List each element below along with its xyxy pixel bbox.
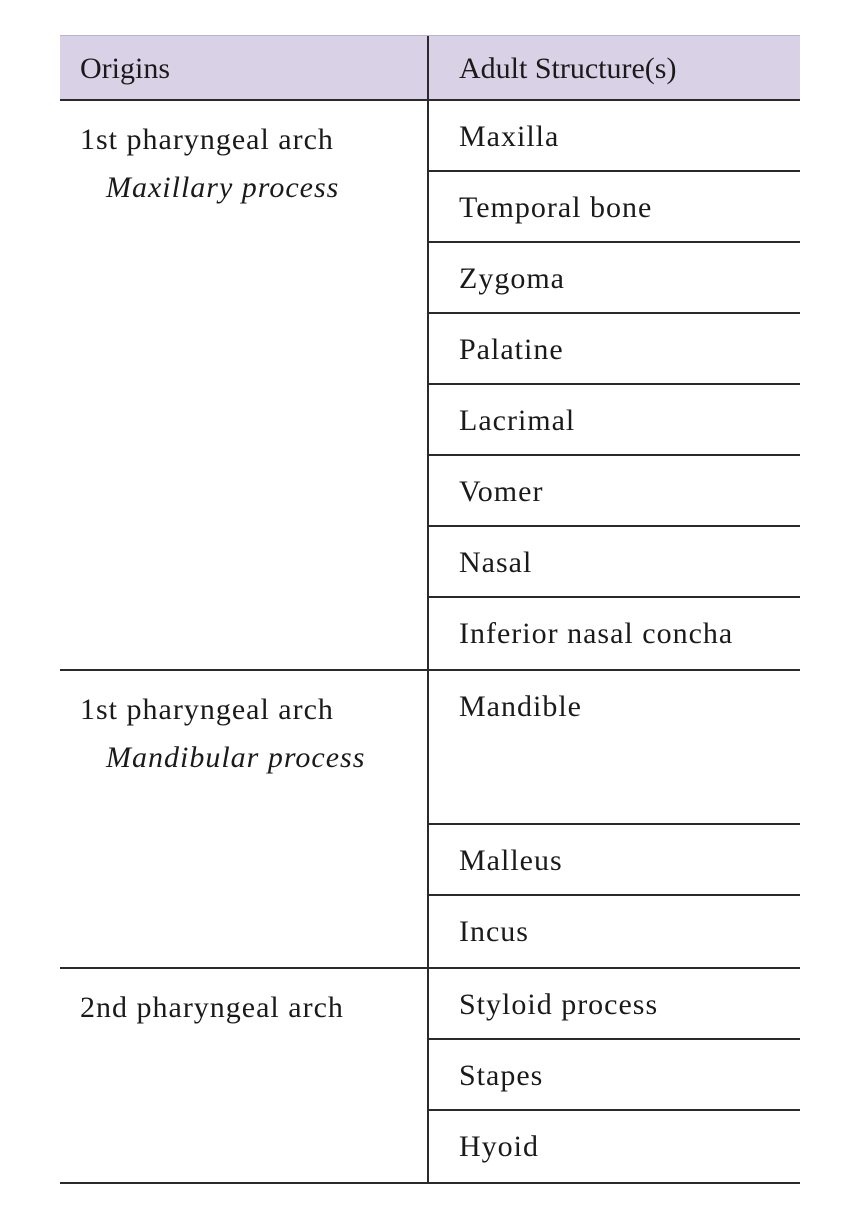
origin-arch: 2nd pharyngeal arch xyxy=(80,991,344,1024)
table-group-mandibular xyxy=(60,671,800,969)
origin-cell xyxy=(60,671,429,967)
origin-cell xyxy=(60,969,429,1182)
origin-process: Mandibular process xyxy=(106,741,366,774)
table-header-row xyxy=(60,35,800,101)
table-row: Malleus xyxy=(429,825,800,896)
table-row: Maxilla xyxy=(429,101,800,172)
header-origins: Origins xyxy=(60,36,429,99)
table-row: Mandible xyxy=(429,671,800,825)
table-row: Vomer xyxy=(429,456,800,527)
table-row: Incus xyxy=(459,915,529,948)
table-row: Temporal bone xyxy=(429,172,800,243)
origin-cell xyxy=(60,101,429,669)
origin-arch: 1st pharyngeal arch xyxy=(80,123,334,156)
table-row: Stapes xyxy=(429,1040,800,1111)
structures-list xyxy=(429,969,800,1182)
table-group-second-arch xyxy=(60,969,800,1184)
header-adult-structures: Adult Structure(s) xyxy=(459,52,677,85)
structures-list xyxy=(429,101,800,669)
table-row: Nasal xyxy=(429,527,800,598)
table-group-maxillary xyxy=(60,101,800,671)
table-row: Hyoid xyxy=(459,1130,539,1163)
origin-arch: 1st pharyngeal arch xyxy=(80,693,334,726)
table-row: Styloid process xyxy=(429,969,800,1040)
table-row: Inferior nasal concha xyxy=(459,617,734,650)
origins-table xyxy=(60,35,800,1184)
table-row: Zygoma xyxy=(429,243,800,314)
structures-list xyxy=(429,671,800,967)
table-row: Lacrimal xyxy=(429,385,800,456)
table-row: Palatine xyxy=(429,314,800,385)
origin-process: Maxillary process xyxy=(106,171,340,204)
